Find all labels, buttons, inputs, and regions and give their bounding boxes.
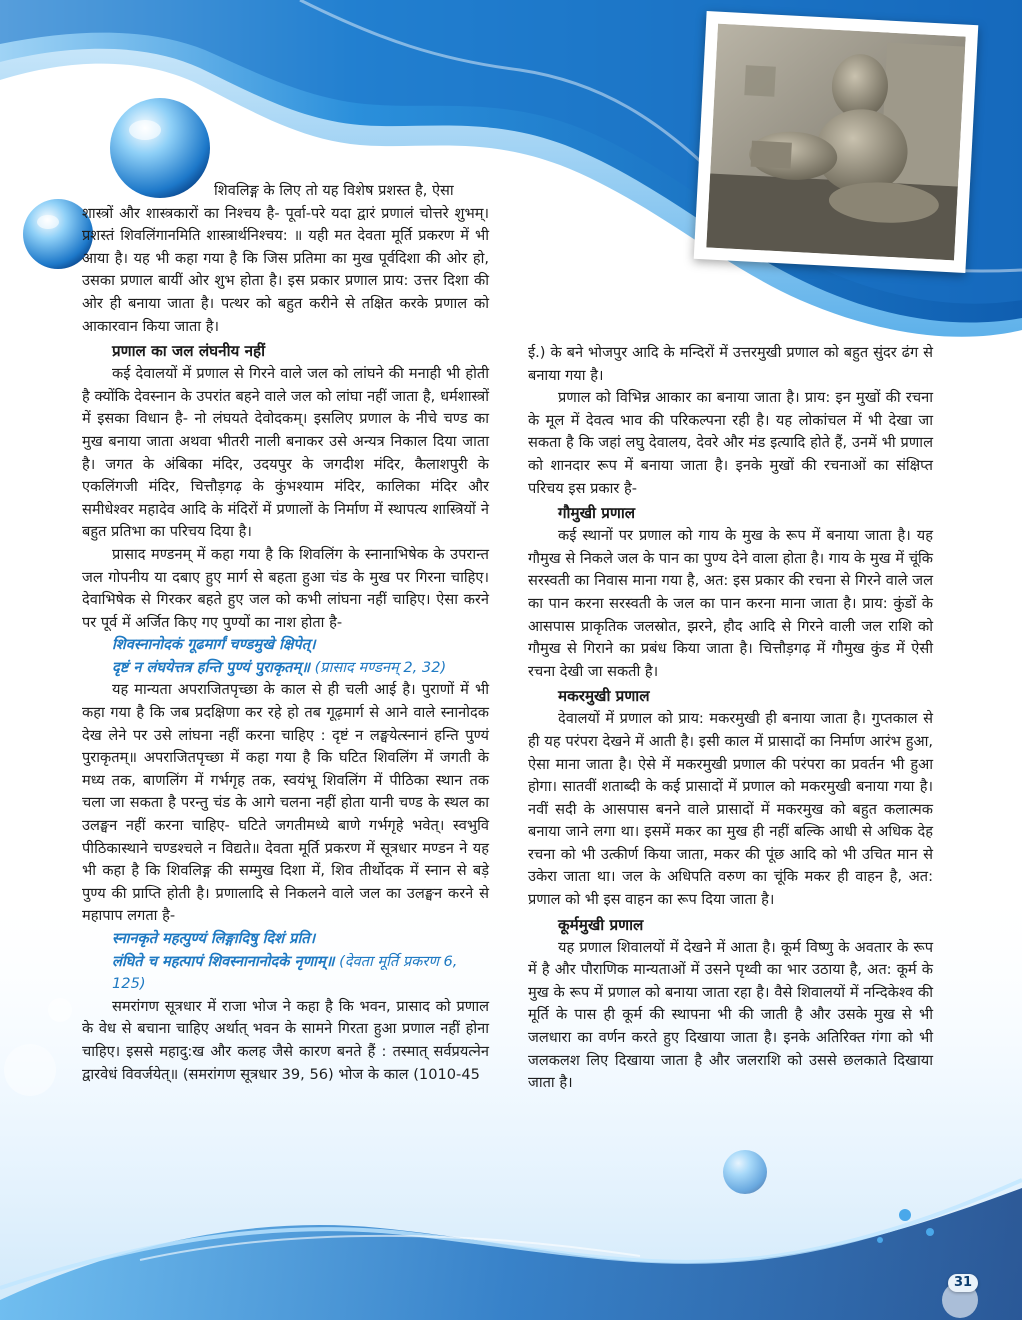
page-number: 31: [948, 1274, 978, 1292]
paragraph: ई.) के बने भोजपुर आदि के मन्दिरों में उत्तरमुखी प्रणाल को बहुत सुंदर ढंग से बनाया गया है।: [528, 344, 933, 384]
sculpture-photo: [694, 11, 979, 273]
sanskrit-verse: दृष्टं न लंघयेत्तत्र हन्ति पुण्यं पुराकृतम्॥ (प्रासाद मण्डनम् 2, 32): [112, 658, 447, 676]
sculpture-image: [706, 24, 965, 261]
section-heading: गौमुखी प्रणाल: [558, 504, 636, 523]
sanskrit-verse: शिवस्नानोदकं गूढमार्गं चण्डमुखे क्षिपेत्।: [112, 636, 316, 654]
paragraph: कई स्थानों पर प्रणाल को गाय के मुख के रूप में बनाया जाता है। यह गौमुख से निकले जल के पान का पुण्य देने वाला होता है। गाय के मुख में चूंकि सरस्वती का निवास माना गया है, अत: इस प्रकार की रचना से गिरने वाले जल का पान करना सरस्वती के जल का पान करना माना जाता है। प्राय: कुंडों के आसपास प्राकृतिक जलस्रोत, झरने, हौद आदि से गिरने वाली जल राशि को गौमुख से गिराने का प्रबंध किया जाता है। चित्तौड़गढ़ में गौमुख कुंड में ऐसी रचना देखी जा सकती है।: [528, 527, 933, 680]
paragraph: देवालयों में प्रणाल को प्राय: मकरमुखी ही बनाया जाता है। गुप्तकाल से ही यह परंपरा देखने में आती है। इसी काल में प्रासादों का निर्माण आरंभ हुआ, ऐसा माना जाता है। ऐसे में मकरमुखी प्रणाल की परंपरा का प्रवर्तन भी हुआ होगा। सातवीं शताब्दी के कई प्रासादों में प्रणाल को मकरमुखी बनाया गया है। नवीं सदी के आसपास बनने वाले प्रासादों में मकरमुख को बहुत कलात्मक बनाया जाने लगा था। इसमें मकर का मुख ही नहीं बल्कि आधी से अधिक देह रचना को भी उत्कीर्ण किया जाता, मकर की पूंछ आदि को भी उचित मान से उकेरा जाता था। जल के अधिपति वरुण का चूंकि मकर ही वाहन है, अत: प्रणाल को भी इस वाहन का रूप दिया जाता है।: [528, 710, 933, 909]
paragraph: प्रासाद मण्डनम् में कहा गया है कि शिवलिंग के स्नानाभिषेक के उपरान्त जल गोपनीय या दबाए हुए मार्ग से बहता हुआ चंड के मुख पर गिरना चाहिए। देवाभिषेक से गिरकर बहते हुए जल को कभी लांघना नहीं चाहिए। ऐसा करने पर पूर्व में अर्जित किए गए पुण्यों का नाश होता है-: [82, 545, 489, 631]
verse-reference: (देवता मूर्ति प्रकरण 6, 125): [112, 952, 458, 993]
paragraph: शास्त्रों और शास्त्रकारों का निश्चय है- पूर्वा-परे यदा द्वारं प्रणालं चोत्तरे शुभम्। प्रशस्तं शिवलिंगानमिति शास्त्रार्थनिश्चय: ॥ यही मत देवता मूर्ति प्रकरण में भी आया है। यह भी कहा गया है कि जिस प्रतिमा का मुख पूर्वदिशा की ओर हो, उसका प्रणाल बायीं ओर शुभ होता है। इस प्रकार प्रणाल प्राय: उत्तर दिशा की ओर ही बनाया जाता है। पत्थर को बहुत करीने से तक्षित करके प्रणाल को आकारवान किया जाता है।: [82, 204, 489, 335]
verse-reference: (प्रासाद मण्डनम् 2, 32): [309, 658, 447, 676]
paragraph: कई देवालयों में प्रणाल से गिरने वाले जल को लांघने की मनाही भी होती है क्योंकि देवस्नान के उपरांत बहने वाले जल को लांघा नहीं जाता है, धर्मशास्त्रों में इसका विधान है- नो लंघयते देवोदकम्। इसलिए प्रणाल के नीचे चण्ड का मुख बनाया जाता अथवा भीतरी नाली बनाकर उसे अन्यत्र निकाल दिया जाता है। जगत के अंबिका मंदिर, उदयपुर के जगदीश मंदिर, कैलाशपुरी के एकलिंगजी मंदिर, चित्तौड़गढ़ के कुंभश्याम मंदिर, कालिका मंदिर और समीधेश्वर महादेव आदि के मंदिरों में प्रणालों के निर्माण में स्थापत्य शास्त्रियों ने बहुत प्रतिभा का परिचय दिया है।: [82, 365, 489, 541]
paragraph: यह प्रणाल शिवालयों में देखने में आता है। कूर्म विष्णु के अवतार के रूप में है और पौराणिक मान्यताओं में उसने पृथ्वी का भार उठाया है, अत: कूर्म के मुख के रूप में प्रणाल को बनाया जाता रहा है। वैसे शिवालयों में नन्दिकेश्व की मूर्ति के पास ही कूर्म की स्थापना भी की जाती है और उसके मुख से भी जलधारा का वर्णन करते हुए दिखाया जाता है। इनके अतिरिक्त गंगा को भी जलकलश लिए दिखाया जाता है और जलराशि को उससे छलकाते दिखाया जाता है।: [528, 938, 933, 1092]
sanskrit-verse: स्नानकृते महत्पुण्यं लिङ्गादिषु दिशं प्रति।: [112, 930, 316, 947]
left-text-column: [82, 180, 489, 1086]
paragraph: प्रणाल को विभिन्न आकार का बनाया जाता है। प्राय: इन मुखों की रचना के मूल में देवत्व भाव की परिकल्पना रही है। यह लोकांचल में भी देखा जा सकता है कि जहां लघु देवालय, देवरे और मंड इत्यादि होते हैं, उनमें भी प्रणाल को शानदार रूप में बनाया जाता है। इनके मुखों की रचनाओं का संक्षिप्त परिचय इस प्रकार है-: [528, 389, 933, 497]
paragraph: समरांगण सूत्रधार में राजा भोज ने कहा है कि भवन, प्रासाद को प्रणाल के वेध से बचाना चाहिए अर्थात् भवन के सामने गिरता हुआ प्रणाल नहीं होना चाहिए। इससे महादु:ख और कलह जैसे कारण बनते हैं : तस्मात् सर्वप्रयत्नेन द्वारवेधं विवर्जयेत्॥ (समरांगण सूत्रधार 39, 56) भोज के काल (1010-45: [82, 997, 489, 1083]
section-heading: प्रणाल का जल लंघनीय नहीं: [112, 342, 266, 361]
section-heading: मकरमुखी प्रणाल: [558, 687, 650, 706]
paragraph: शिवलिङ्ग के लिए तो यह विशेष प्रशस्त है, ऐसा: [214, 182, 454, 199]
section-heading: कूर्ममुखी प्रणाल: [558, 915, 644, 934]
right-text-column: [528, 342, 933, 1095]
paragraph: यह मान्यता अपराजितपृच्छा के काल से ही चली आई है। पुराणों में भी कहा गया है कि जब प्रदक्षिणा कर रहे हो तब गूढ़मार्ग से आने वाले स्नानोदक देख लेने पर उसे लांघना नहीं करना चाहिए : दृष्टं न लङ्घयेत्स्नानं हन्ति पुण्यं पुराकृतम्॥ अपराजितपृच्छा में कहा गया है कि घटित शिवलिंग में जगती के मध्य तक, बाणलिंग में गर्भगृह तक, स्वयंभू शिवलिंग में पीठिका स्थान तक चला जा सकता है परन्तु चंड के आगे चलना नहीं होता यानी चण्ड के स्थल का उलङ्घन नहीं करना चाहिए- घटिते जगतीमध्ये बाणे गर्भगृहे भवेत्। स्वभुवि पीठिकास्थाने चण्डश्चले न विद्यते॥ देवता मूर्ति प्रकरण में सूत्रधार मण्डन ने यह भी कहा है कि शिवलिङ्ग की सम्मुख दिशा में, शिव तीर्थोदक में स्नान से बड़े पुण्य की प्राप्ति होती है। प्रणालादि से निकलने वाले जल का उलङ्घन करने से महापाप लगता है-: [82, 681, 489, 925]
sanskrit-verse: लंघिते च महत्पापं शिवस्नानानोदके नृणाम्॥ (देवता मूर्ति प्रकरण 6, 125): [112, 952, 458, 993]
